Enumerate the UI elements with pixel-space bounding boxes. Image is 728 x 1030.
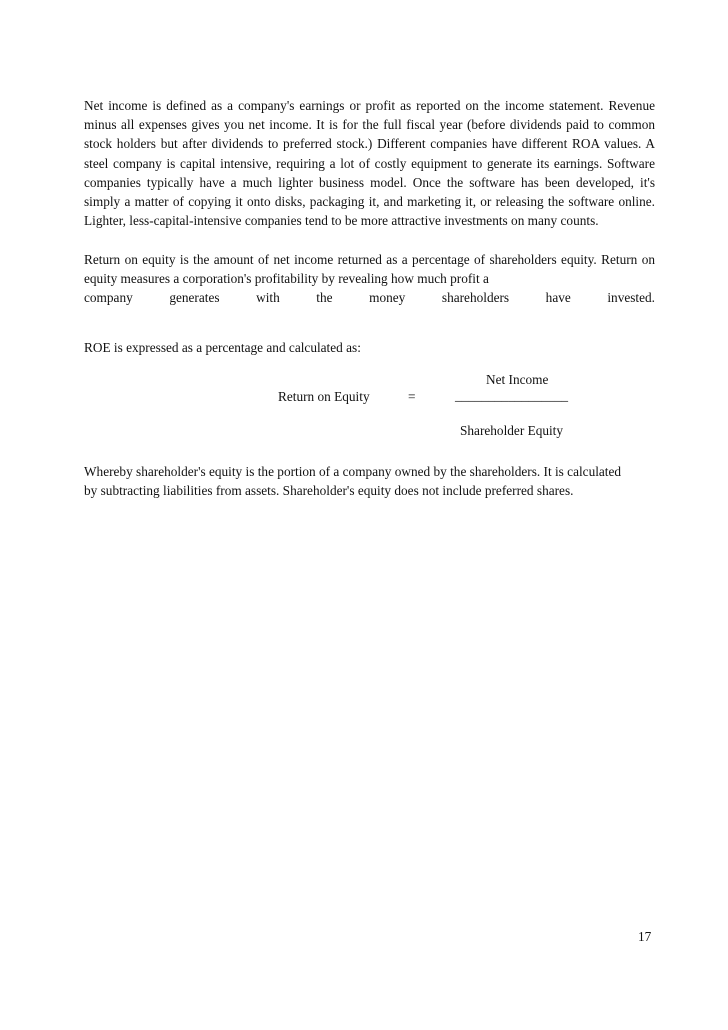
formula-denominator: Shareholder Equity xyxy=(460,423,564,438)
paragraph-shareholder-equity: Whereby shareholder's equity is the portion of a company owned by the shareholders. It is calculated by subtracting liabilities from assets. Shareholder's equity does not include preferred shares. xyxy=(84,464,622,499)
paragraph-roe-expression: ROE is expressed as a percentage and calculated as: xyxy=(84,340,361,355)
formula-equals-sign: = xyxy=(408,389,416,404)
paragraph-roe-definition xyxy=(84,250,655,308)
roe-definition-text: Return on equity is the amount of net income returned as a percentage of shareholders equity. Return on equity measures a corporation's profitability by revealing how much profit a xyxy=(84,252,655,287)
paragraph-net-income: Net income is defined as a company's earnings or profit as reported on the income statement. Revenue minus all expenses gives you net income. It is for the full fiscal year (before dividends paid to common stock holders but after dividends to preferred stock.) Different companies have different ROA values. A steel company is capital intensive, requiring a lot of costly equipment to generate its earnings. Software companies typically have a much lighter business model. Once the software has been developed, it's simply a matter of copying it onto disks, packaging it, and marketing it, or releasing the software online. Lighter, less-capital-intensive companies tend to be more attractive investments on many counts. xyxy=(84,98,655,229)
formula-fraction-bar: _________________ xyxy=(455,388,569,403)
formula-numerator: Net Income xyxy=(486,372,549,387)
roe-definition-last-line: company generates with the money shareholders have invested. xyxy=(84,290,655,306)
page-number: 17 xyxy=(638,929,652,944)
formula-lhs: Return on Equity xyxy=(278,389,370,404)
